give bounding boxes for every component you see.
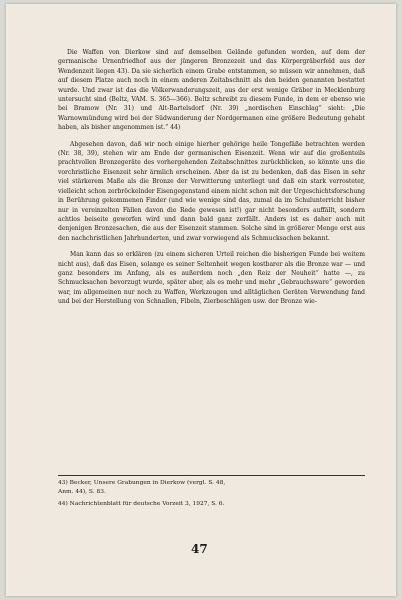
footnote-44: 44) Nachrichtenblatt für deutsche Vorzeit 3, 1927, S. 6.: [58, 501, 225, 507]
body-text: [58, 48, 365, 314]
book-page: [6, 4, 396, 596]
paragraph-2: Abgesehen davon, daß wir noch einige hierher gehörige heile Tongefäße betrachten werden (Nr. 38, 39), stehen wir am Ende der germanischen Eisenzeit. Wenn wir auf die großenteils prachtvollen Bronzegeräte des vorhergehenden Zeitabschnittes zurückblicken, so könnte uns die vorchristliche Eisenzeit sehr ärmlich erscheinen. Aber da ist zu bedenken, daß das Eisen in sehr viel stärkerem Maße als die Bronze der Verwitterung unterliegt und daß ein stark verrosteter, vielleicht schon zerbröckelnder Eisengegenstand einem nicht schon mit der Urgeschichtsforschung in Berührung gekommenen Finder (und wie wenige sind das, zumal da im Schulunterricht bisher nur in vereinzelten Fällen davon die Rede gewesen ist!) gar nicht besonders auffällt, sondern achtlos beiseite geworfen wird und dann bald ganz zerfällt. Anders ist es daher auch mit denjenigen Bronzesachen, die aus der Eisenzeit stammen. Solche sind in größerer Menge erst aus den nachchristlichen Jahrhunderten, und zwar vorwiegend als Schmucksachen bekannt.: [58, 140, 365, 242]
footnote-divider: [58, 475, 365, 476]
paragraph-3: Man kann das so erklären (zu einem sicheren Urteil reichen die bisherigen Funde bei weitem nicht aus), daß das Eisen, solange es seiner Seltenheit wegen kostbarer als die Bronze war — und ganz besonders im Anfang, als es außerdem noch „den Reiz der Neuheit“ hatte —, zu Schmucksachen bevorzugt wurde, später aber, als es mehr und mehr „Gebrauchsware“ geworden war, im allgemeinen nur noch zu Waffen, Werkzeugen und alltäglichen Geräten Verwendung fand und bei der Herstellung von Schnallen, Fibeln, Zierbeschlägen usw. der Bronze wie-: [58, 251, 365, 306]
paragraph-1: Die Waffen von Dierkow sind auf demselben Gelände gefunden worden, auf dem der germanische Urnenfriedhof aus der jüngeren Bronzezeit und das Körpergräberfeld aus der Wendenzeit liegen 43). Da sie sicherlich einem Grabe entstammen, so müssen wir annehmen, daß auf diesem Platze auch noch in einem anderen Zeitabschnitt als den beiden genannten bestattet wurde. Und zwar ist das die Völkerwanderungszeit, aus der erst wenige Gräber in Mecklenburg untersucht sind (Beltz, VAM. S. 365—366). Beltz schreibt zu diesem Funde, in dem er ebenso wie bei Bramow (Nr. 31) und Alt-Bartelsdorf (Nr. 39) „nordischen Einschlag“ sieht: „Die Warnowmündung wird bei der Südwanderung der Nordgermanen eine größere Bedeutung gehabt haben, als bisher angenommen ist.“ 44): [58, 49, 365, 132]
footnote-43: 43) Becker, Unsere Grabungen in Dierkow (vergl. S. 48, Anm. 44), S. 83.: [58, 480, 226, 496]
page-number: 47: [191, 542, 208, 556]
